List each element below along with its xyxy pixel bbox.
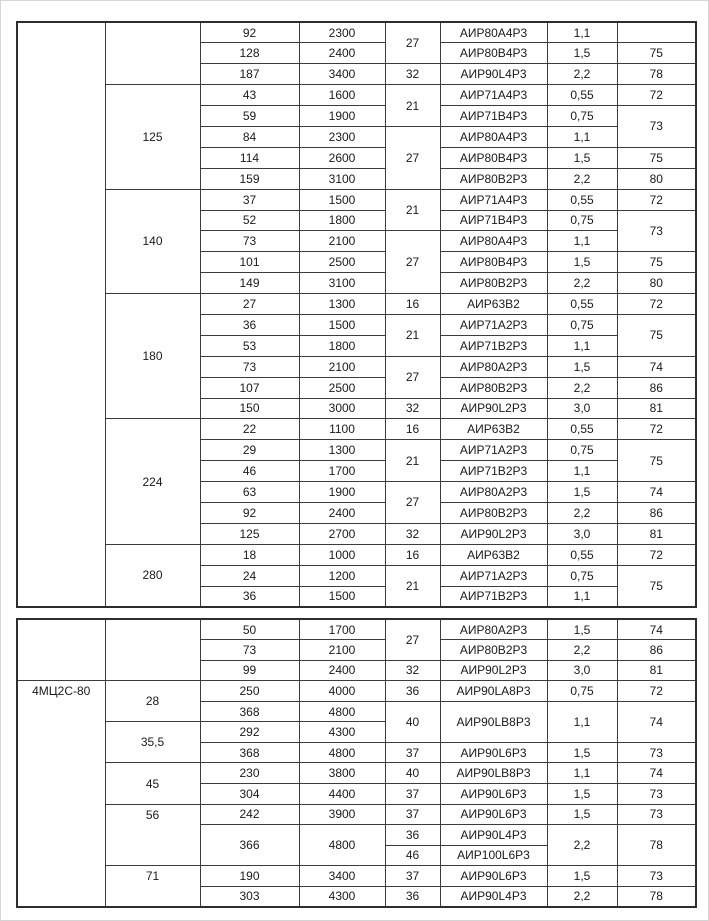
table-cell: 36	[200, 586, 299, 607]
table-cell: 0,55	[547, 85, 617, 106]
table-cell: 52	[200, 210, 299, 231]
table-cell: АИР71А4Р3	[440, 189, 547, 210]
table-cell: 2,2	[547, 825, 617, 866]
table-cell: 1700	[299, 461, 385, 482]
table-cell: АИР80А2Р3	[440, 482, 547, 503]
table-cell: АИР71В2Р3	[440, 461, 547, 482]
table-cell: 1,5	[547, 866, 617, 887]
table-cell: 92	[200, 502, 299, 523]
table-cell: 71	[105, 866, 200, 907]
table-cell: 1,5	[547, 619, 617, 640]
table-cell: АИР80А4Р3	[440, 126, 547, 147]
table-cell: АИР90L6Р3	[440, 784, 547, 805]
table-cell: 37	[385, 804, 440, 825]
table-cell: 1800	[299, 210, 385, 231]
table-cell: 73	[617, 804, 696, 825]
table-cell: 36	[385, 825, 440, 846]
table-cell: 16	[385, 294, 440, 315]
table-cell: 37	[385, 784, 440, 805]
table-cell: 27	[385, 126, 440, 189]
table-cell: 3100	[299, 273, 385, 294]
table-cell: 0,55	[547, 544, 617, 565]
table-cell: 1200	[299, 565, 385, 586]
table-cell: 128	[200, 43, 299, 64]
table-cell: 1900	[299, 482, 385, 503]
table-cell: 4300	[299, 722, 385, 743]
spec-table-upper-wrap	[16, 21, 697, 608]
table-cell: АИР90L4Р3	[440, 64, 547, 85]
table-cell: 0,75	[547, 565, 617, 586]
table-cell: АИР80В4Р3	[440, 252, 547, 273]
table-cell: 2500	[299, 377, 385, 398]
table-cell: 43	[200, 85, 299, 106]
table-cell: 72	[617, 189, 696, 210]
table-cell: АИР80В2Р3	[440, 168, 547, 189]
table-cell: АИР90LА8Р3	[440, 681, 547, 702]
table-cell: 1,1	[547, 461, 617, 482]
table-cell: 46	[385, 845, 440, 866]
table-cell: 53	[200, 335, 299, 356]
table-cell: 75	[617, 440, 696, 482]
table-cell: 0,75	[547, 314, 617, 335]
table-cell: 28	[105, 681, 200, 722]
table-cell: 4800	[299, 742, 385, 763]
table-cell-empty	[617, 22, 696, 43]
table-cell: 4300	[299, 886, 385, 907]
table-cell: 36	[200, 314, 299, 335]
table-cell: 0,55	[547, 419, 617, 440]
table-cell: 37	[200, 189, 299, 210]
table-cell: 1800	[299, 335, 385, 356]
table-cell: 36	[385, 886, 440, 907]
table-cell: 86	[617, 502, 696, 523]
table-cell: 32	[385, 64, 440, 85]
table-cell: 73	[200, 640, 299, 661]
table-cell: 4400	[299, 784, 385, 805]
table-cell: 27	[385, 619, 440, 660]
table-cell: 73	[617, 742, 696, 763]
table-cell: 35,5	[105, 722, 200, 763]
table-cell: 187	[200, 64, 299, 85]
table-cell: 27	[200, 294, 299, 315]
table-cell: 21	[385, 314, 440, 356]
table-cell: 72	[617, 419, 696, 440]
table-cell: АИР90L4Р3	[440, 825, 547, 846]
table-cell: 84	[200, 126, 299, 147]
table-cell-empty	[105, 22, 200, 85]
table-cell-empty	[105, 619, 200, 681]
table-cell: 3,0	[547, 523, 617, 544]
table-cell: 140	[105, 189, 200, 293]
table-cell: 224	[105, 419, 200, 544]
table-cell: 2600	[299, 147, 385, 168]
table-cell: 304	[200, 784, 299, 805]
table-cell: АИР80В4Р3	[440, 147, 547, 168]
table-cell: 1500	[299, 314, 385, 335]
table-cell: 36	[385, 681, 440, 702]
table-cell: 86	[617, 640, 696, 661]
table-cell: 1,5	[547, 356, 617, 377]
table-cell: 0,55	[547, 294, 617, 315]
table-cell: 366	[200, 825, 299, 866]
table-cell: 3,0	[547, 660, 617, 681]
table-cell: 29	[200, 440, 299, 461]
table-cell: 74	[617, 763, 696, 784]
table-cell: АИР71А2Р3	[440, 565, 547, 586]
table-cell: АИР90L4Р3	[440, 886, 547, 907]
table-cell: 21	[385, 85, 440, 127]
table-cell-empty	[17, 619, 105, 681]
table-cell: 3100	[299, 168, 385, 189]
table-cell: 72	[617, 544, 696, 565]
table-cell: 22	[200, 419, 299, 440]
table-cell: 1,5	[547, 804, 617, 825]
table-cell: 21	[385, 565, 440, 607]
table-cell: 1,5	[547, 43, 617, 64]
table-cell: 73	[617, 210, 696, 252]
table-cell: 4МЦ2С-80	[17, 681, 105, 907]
table-cell: АИР80А4Р3	[440, 231, 547, 252]
table-cell: 0,75	[547, 440, 617, 461]
table-cell: 125	[200, 523, 299, 544]
table-cell: 74	[617, 619, 696, 640]
table-cell: 2400	[299, 660, 385, 681]
table-cell: 45	[105, 763, 200, 804]
table-cell: АИР71В4Р3	[440, 210, 547, 231]
table-cell: 81	[617, 398, 696, 419]
table-cell: 2,2	[547, 168, 617, 189]
table-cell: 3800	[299, 763, 385, 784]
table-cell: 107	[200, 377, 299, 398]
table-cell: 75	[617, 565, 696, 607]
table-cell: 2500	[299, 252, 385, 273]
table-cell: 2100	[299, 356, 385, 377]
table-cell: 2300	[299, 126, 385, 147]
table-cell: 50	[200, 619, 299, 640]
table-cell: 1700	[299, 619, 385, 640]
table-cell: 99	[200, 660, 299, 681]
table-cell: 73	[200, 231, 299, 252]
table-cell: АИР90LВ8Р3	[440, 763, 547, 784]
table-cell: АИР90L6Р3	[440, 804, 547, 825]
table-cell: 32	[385, 398, 440, 419]
table-cell: АИР63В2	[440, 544, 547, 565]
table-cell: АИР100L6Р3	[440, 845, 547, 866]
table-cell: 2100	[299, 640, 385, 661]
table-cell: 3400	[299, 866, 385, 887]
table-cell: 368	[200, 742, 299, 763]
table-cell: 27	[385, 231, 440, 294]
table-cell: АИР80А4Р3	[440, 22, 547, 43]
table-cell: 2400	[299, 502, 385, 523]
table-cell: АИР71А2Р3	[440, 440, 547, 461]
table-cell: 78	[617, 64, 696, 85]
table-cell: 1,5	[547, 784, 617, 805]
table-cell: 72	[617, 294, 696, 315]
table-cell: 180	[105, 294, 200, 419]
table-cell: 21	[385, 440, 440, 482]
table-cell: 59	[200, 106, 299, 127]
table-cell: 81	[617, 660, 696, 681]
table-cell: 40	[385, 701, 440, 742]
table-cell: 75	[617, 43, 696, 64]
table-cell: 1,5	[547, 147, 617, 168]
table-cell: 1,1	[547, 335, 617, 356]
table-cell: 56	[105, 804, 200, 866]
table-cell: 21	[385, 189, 440, 231]
table-cell: 37	[385, 742, 440, 763]
table-cell: 74	[617, 701, 696, 742]
table-cell: 40	[385, 763, 440, 784]
table-cell: 368	[200, 701, 299, 722]
table-cell: 4800	[299, 701, 385, 722]
table-cell: 0,55	[547, 189, 617, 210]
table-cell: 74	[617, 356, 696, 377]
table-cell: 1,1	[547, 126, 617, 147]
table-cell: АИР90L2Р3	[440, 523, 547, 544]
table-cell: 1,5	[547, 742, 617, 763]
table-cell: 75	[617, 314, 696, 356]
table-cell: 0,75	[547, 681, 617, 702]
table-cell: 1,1	[547, 22, 617, 43]
table-cell: 73	[617, 106, 696, 148]
table-cell: 114	[200, 147, 299, 168]
table-cell: 2100	[299, 231, 385, 252]
table-cell: АИР71В4Р3	[440, 106, 547, 127]
table-cell: АИР71А4Р3	[440, 85, 547, 106]
table-cell: 27	[385, 482, 440, 524]
table-cell: 1100	[299, 419, 385, 440]
table-cell: 46	[200, 461, 299, 482]
table-cell: АИР80В2Р3	[440, 273, 547, 294]
table-cell: 2,2	[547, 377, 617, 398]
table-cell: 292	[200, 722, 299, 743]
table-cell: 2700	[299, 523, 385, 544]
table-cell: 1300	[299, 440, 385, 461]
table-cell: 32	[385, 523, 440, 544]
table-cell: АИР80А2Р3	[440, 619, 547, 640]
table-cell: 73	[200, 356, 299, 377]
table-cell: АИР80В2Р3	[440, 377, 547, 398]
spec-table-lower-wrap	[16, 618, 697, 908]
spec-table-upper	[16, 21, 697, 608]
table-cell: 27	[385, 356, 440, 398]
table-cell: 72	[617, 681, 696, 702]
table-cell: 242	[200, 804, 299, 825]
table-cell: 3,0	[547, 398, 617, 419]
table-cell: 280	[105, 544, 200, 607]
table-cell: 2,2	[547, 502, 617, 523]
table-cell: АИР80В2Р3	[440, 502, 547, 523]
table-cell: 0,75	[547, 106, 617, 127]
table-cell: 1000	[299, 544, 385, 565]
table-cell: 2,2	[547, 273, 617, 294]
table-cell: 1300	[299, 294, 385, 315]
table-cell: АИР90L6Р3	[440, 742, 547, 763]
table-cell: АИР90L2Р3	[440, 398, 547, 419]
table-cell: АИР71В2Р3	[440, 586, 547, 607]
table-cell: 37	[385, 866, 440, 887]
table-cell: 16	[385, 544, 440, 565]
table-cell: АИР90L2Р3	[440, 660, 547, 681]
table-cell: 32	[385, 660, 440, 681]
table-cell: 3900	[299, 804, 385, 825]
table-cell: АИР71А2Р3	[440, 314, 547, 335]
spec-table-lower	[16, 618, 697, 908]
table-cell: 2,2	[547, 64, 617, 85]
table-cell: 73	[617, 784, 696, 805]
table-cell: 1500	[299, 586, 385, 607]
table-cell: АИР63В2	[440, 294, 547, 315]
table-cell: 2400	[299, 43, 385, 64]
table-cell: 4800	[299, 825, 385, 866]
table-cell: 250	[200, 681, 299, 702]
table-cell: 27	[385, 22, 440, 64]
table-cell: 230	[200, 763, 299, 784]
table-cell: 80	[617, 273, 696, 294]
table-cell: 4000	[299, 681, 385, 702]
table-cell: 101	[200, 252, 299, 273]
table-cell: АИР90LВ8Р3	[440, 701, 547, 742]
table-cell: 190	[200, 866, 299, 887]
table-cell: 1,5	[547, 252, 617, 273]
table-cell: 3400	[299, 64, 385, 85]
table-cell: 75	[617, 252, 696, 273]
table-cell: 3000	[299, 398, 385, 419]
table-cell: 16	[385, 419, 440, 440]
table-cell: 81	[617, 523, 696, 544]
table-cell: 149	[200, 273, 299, 294]
table-cell: АИР71В2Р3	[440, 335, 547, 356]
table-cell: АИР90L6Р3	[440, 866, 547, 887]
table-cell: 78	[617, 886, 696, 907]
table-cell: 72	[617, 85, 696, 106]
table-cell: 92	[200, 22, 299, 43]
table-cell: 1600	[299, 85, 385, 106]
table-cell: 1500	[299, 189, 385, 210]
table-cell: АИР80А2Р3	[440, 356, 547, 377]
table-cell: 1,1	[547, 701, 617, 742]
table-cell: 1,1	[547, 231, 617, 252]
table-cell: АИР80В2Р3	[440, 640, 547, 661]
table-cell: 1,1	[547, 586, 617, 607]
table-cell: 1,5	[547, 482, 617, 503]
table-cell: 1,1	[547, 763, 617, 784]
table-cell: 150	[200, 398, 299, 419]
table-cell: 18	[200, 544, 299, 565]
table-cell: 2,2	[547, 886, 617, 907]
table-cell: 63	[200, 482, 299, 503]
table-cell: 125	[105, 85, 200, 189]
table-cell: 78	[617, 825, 696, 866]
table-cell-empty	[17, 22, 105, 607]
table-cell: 2300	[299, 22, 385, 43]
table-cell: 73	[617, 866, 696, 887]
table-cell: 75	[617, 147, 696, 168]
table-cell: 159	[200, 168, 299, 189]
table-cell: АИР80В4Р3	[440, 43, 547, 64]
table-cell: 2,2	[547, 640, 617, 661]
table-cell: 74	[617, 482, 696, 503]
table-cell: 303	[200, 886, 299, 907]
table-cell: 86	[617, 377, 696, 398]
table-cell: 24	[200, 565, 299, 586]
table-cell: 0,75	[547, 210, 617, 231]
table-cell: 80	[617, 168, 696, 189]
table-cell: 1900	[299, 106, 385, 127]
table-cell: АИР63В2	[440, 419, 547, 440]
